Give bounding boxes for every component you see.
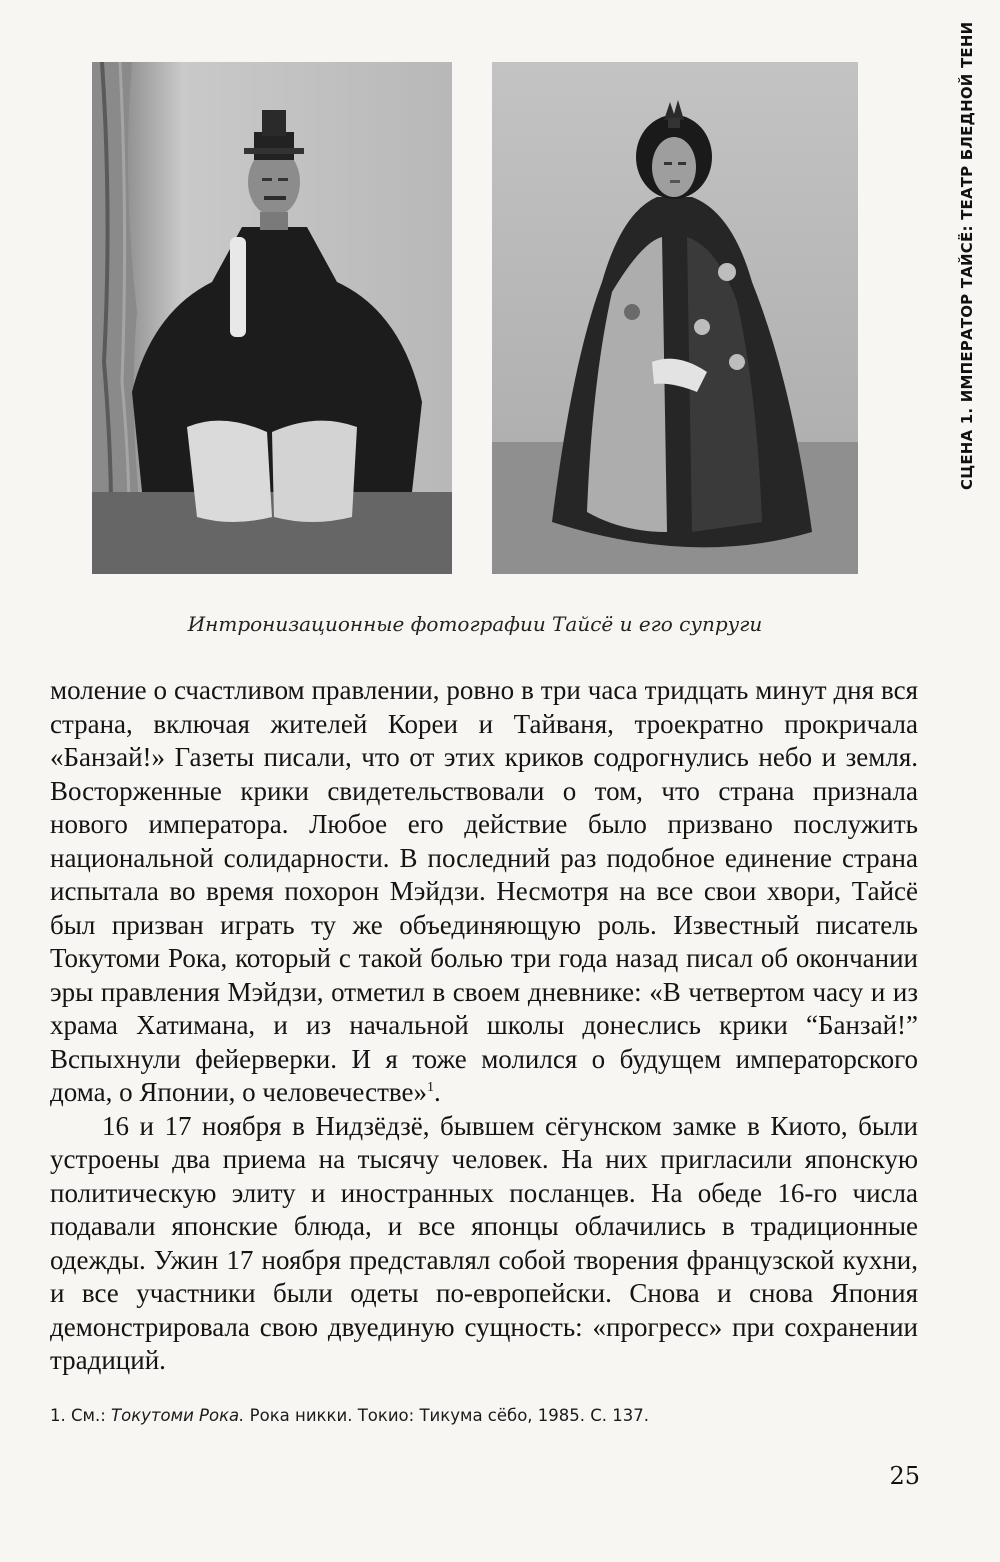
photo-caption: Интронизационные фотографии Тайсё и его супруги [187, 612, 763, 636]
paragraph: 16 и 17 ноября в Нидзёдзё, бывшем сёгунском замке в Киото, были устроены два приема на тысячу человек. На них пригласили японскую политическую элиту и иностранных посланцев. На обеде 16-го числа подавали японские блюда, и все японцы облачились в традиционные одежды. Ужин 17 ноября представлял собой творения французской кухни, и все участники были одеты по-европейски. Снова и снова Япония демонстрировала свою двуединую сущность: «прогресс» при сохранении традиций. [50, 1110, 918, 1375]
footnote-reference: 1 [426, 1080, 434, 1095]
running-head: СЦЕНА 1. ИМПЕРАТОР ТАЙСЁ: ТЕАТР БЛЕДНОЙ ТЕНИ [958, 21, 976, 490]
paragraph: моление о счастливом правлении, ровно в три часа тридцать минут дня вся страна, включая жителей Кореи и Тайваня, троекратно прокричала «Банзай!» Газеты писали, что от этих криков содрогнулись небо и земля. Восторженные крики свидетельствовали о том, что страна признала нового императора. Любое его действие было призвано послужить национальной солидарности. В последний раз подобное единение страна испытала во время похорон Мэйдзи. Несмотря на все свои хвори, Тайсё был призван играть ту же объединяющую роль. Известный писатель Токутоми Рока, который с такой болью три года назад писал об окончании эры правления Мэйдзи, отметил в своем дневнике: «В четвертом часу и из храма Хатимана, и из начальной школы донеслись крики “Банзай!” Вспыхнули фейерверки. И я тоже молился о будущем императорского дома, о Японии, о человечестве»$^1$. [50, 675, 918, 1107]
footnote-author: Токутоми Рока. [111, 1406, 245, 1425]
photo-emperor-taisho [92, 62, 452, 574]
footnote-number: 1. См.: [50, 1406, 106, 1425]
body-text [50, 674, 918, 1378]
footnote [50, 1406, 918, 1425]
photo-empress-teimei [492, 62, 858, 574]
page-number: 25 [889, 1462, 920, 1490]
footnote-source: Рока никки. Токио: Тикума сёбо, 1985. С. 137. [249, 1406, 650, 1425]
paragraph-text: моление о счастливом правлении, ровно в три часа тридцать минут дня вся страна, включая жителей Кореи и Тайваня, троекратно прокричала «Банзай!» Газеты писали, что от этих криков содрогнулись небо и земля. Восторженные крики свидетельствовали о том, что страна признала нового императора. Любое его действие было призвано послужить национальной солидарности. В последний раз подобное единение страна испытала во время похорон Мэйдзи. Несмотря на все свои хвори, Тайсё был призван играть ту же объединяющую роль. Известный писатель Токутоми Рока, который с такой болью три года назад писал об окончании эры правления Мэйдзи, отметил в своем дневнике: «В четвертом часу и из храма Хатимана, и из начальной школы донеслись крики “Банзай!” Вспыхнули фейерверки. И я тоже молился о будущем императорского дома, о Японии, о человечестве» [50, 675, 918, 1107]
